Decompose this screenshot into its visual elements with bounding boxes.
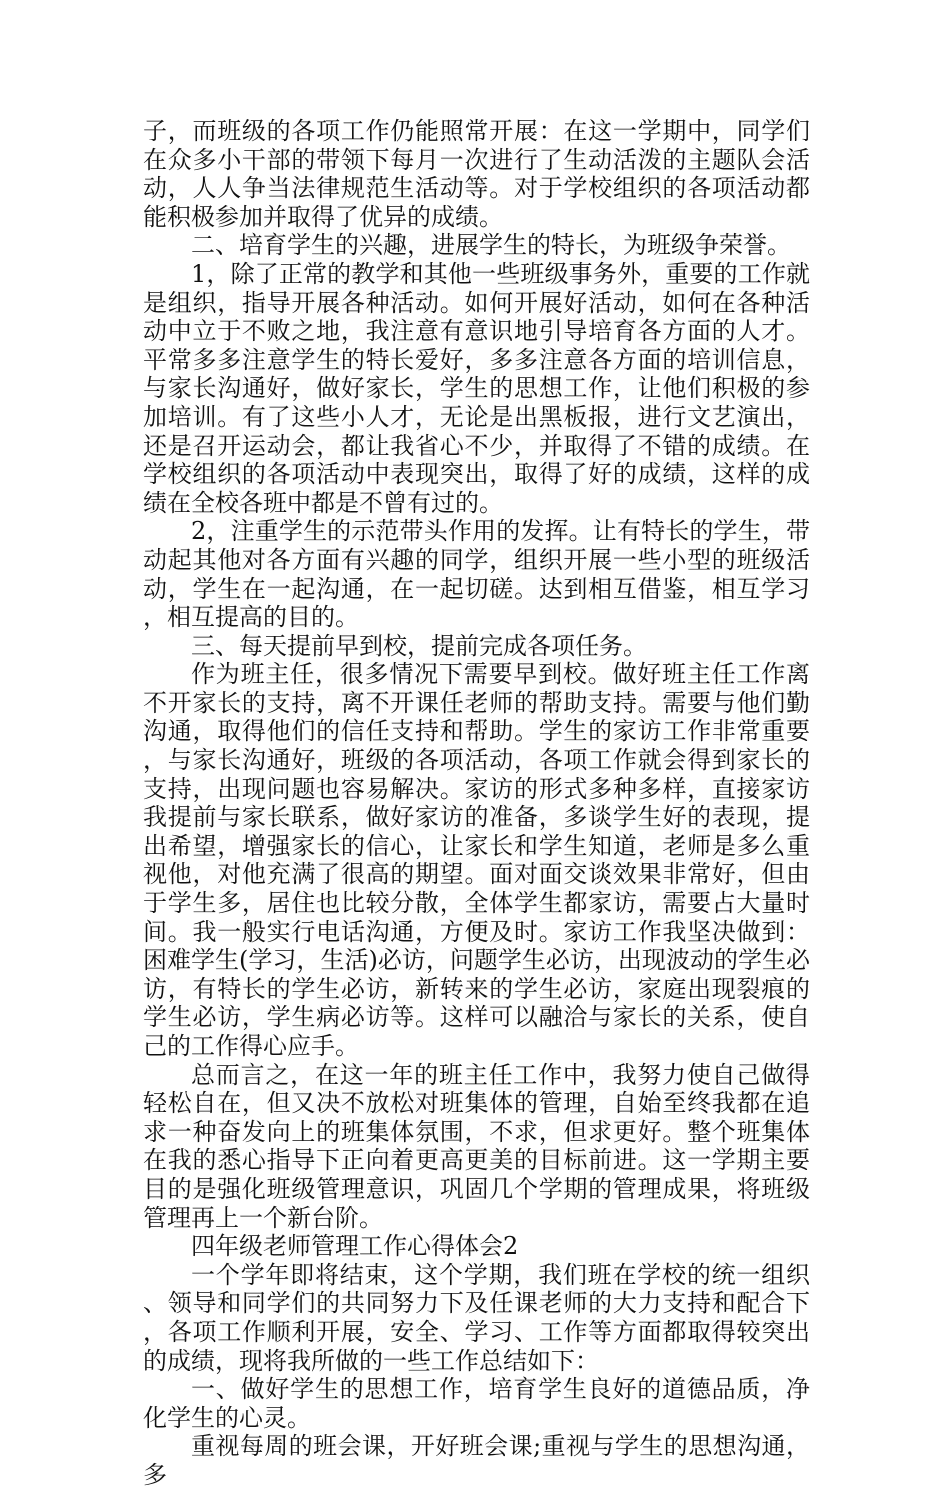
article-title-2: 四年级老师管理工作心得体会2 [191,1232,519,1261]
paragraph-9: 一个学年即将结束，这个学期，我们班在学校的统一组织、领导和同学们的共同努力下及任课老师的大力支持和配合下，各项工作顺利开展，安全、学习、工作等方面都取得较突出的成绩，现将我所做的一些工作总结如下： [143,1260,810,1375]
section-heading-3: 三、每天提前早到校，提前完成各项任务。 [191,631,647,660]
paragraph-7: 总而言之，在这一年的班主任工作中，我努力使自己做得轻松自在，但又决不放松对班集体的管理，自始至终我都在追求一种奋发向上的班集体氛围，不求，但求更好。整个班集体在我的悉心指导下正向着更高更美的目标前进。这一学期主要目的是强化班级管理意识，巩固几个学期的管理成果，将班级管理再上一个新台阶。 [143,1060,810,1232]
section-heading-2: 二、培育学生的兴趣，进展学生的特长，为班级争荣誉。 [191,231,791,260]
paragraph-1: 子，而班级的各项工作仍能照常开展：在这一学期中，同学们在众多小干部的带领下每月一次进行了生动活泼的主题队会活动，人人争当法律规范生活动等。对于学校组织的各项活动都能积极参加并取得了优异的成绩。 [143,117,810,231]
paragraph-3: 1，除了正常的教学和其他一些班级事务外，重要的工作就是组织，指导开展各种活动。如何开展好活动，如何在各种活动中立于不败之地，我注意有意识地引导培育各方面的人才。平常多多注意学生的特长爱好，多多注意各方面的培训信息，与家长沟通好，做好家长，学生的思想工作，让他们积极的参加培训。有了这些小人才，无论是出黑板报，进行文艺演出，还是召开运动会，都让我省心不少，并取得了不错的成绩。在学校组织的各项活动中表现突出，取得了好的成绩，这样的成绩在全校各班中都是不曾有过的。 [143,259,810,517]
document-body [143,117,810,1490]
paragraph-6: 作为班主任，很多情况下需要早到校。做好班主任工作离不开家长的支持，离不开课任老师的帮助支持。需要与他们勤沟通，取得他们的信任支持和帮助。学生的家访工作非常重要，与家长沟通好，班级的各项活动，各项工作就会得到家长的支持，出现问题也容易解决。家访的形式多种多样，直接家访我提前与家长联系，做好家访的准备，多谈学生好的表现，提出希望，增强家长的信心，让家长和学生知道，老师是多么重视他，对他充满了很高的期望。面对面交谈效果非常好，但由于学生多，居住也比较分散，全体学生都家访，需要占大量时间。我一般实行电话沟通，方便及时。家访工作我坚决做到：困难学生(学习，生活)必访，问题学生必访，出现波动的学生必访，有特长的学生必访，新转来的学生必访，家庭出现裂痕的学生必访，学生病必访等。这样可以融洽与家长的关系，使自己的工作得心应手。 [143,660,810,1060]
paragraph-11: 重视每周的班会课，开好班会课;重视与学生的思想沟通，多 [143,1432,810,1489]
section-heading-1: 一、做好学生的思想工作，培育学生良好的道德品质，净化学生的心灵。 [143,1375,810,1432]
paragraph-4: 2，注重学生的示范带头作用的发挥。让有特长的学生，带动起其他对各方面有兴趣的同学，组织开展一些小型的班级活动，学生在一起沟通，在一起切磋。达到相互借鉴，相互学习，相互提高的目的。 [143,517,810,632]
